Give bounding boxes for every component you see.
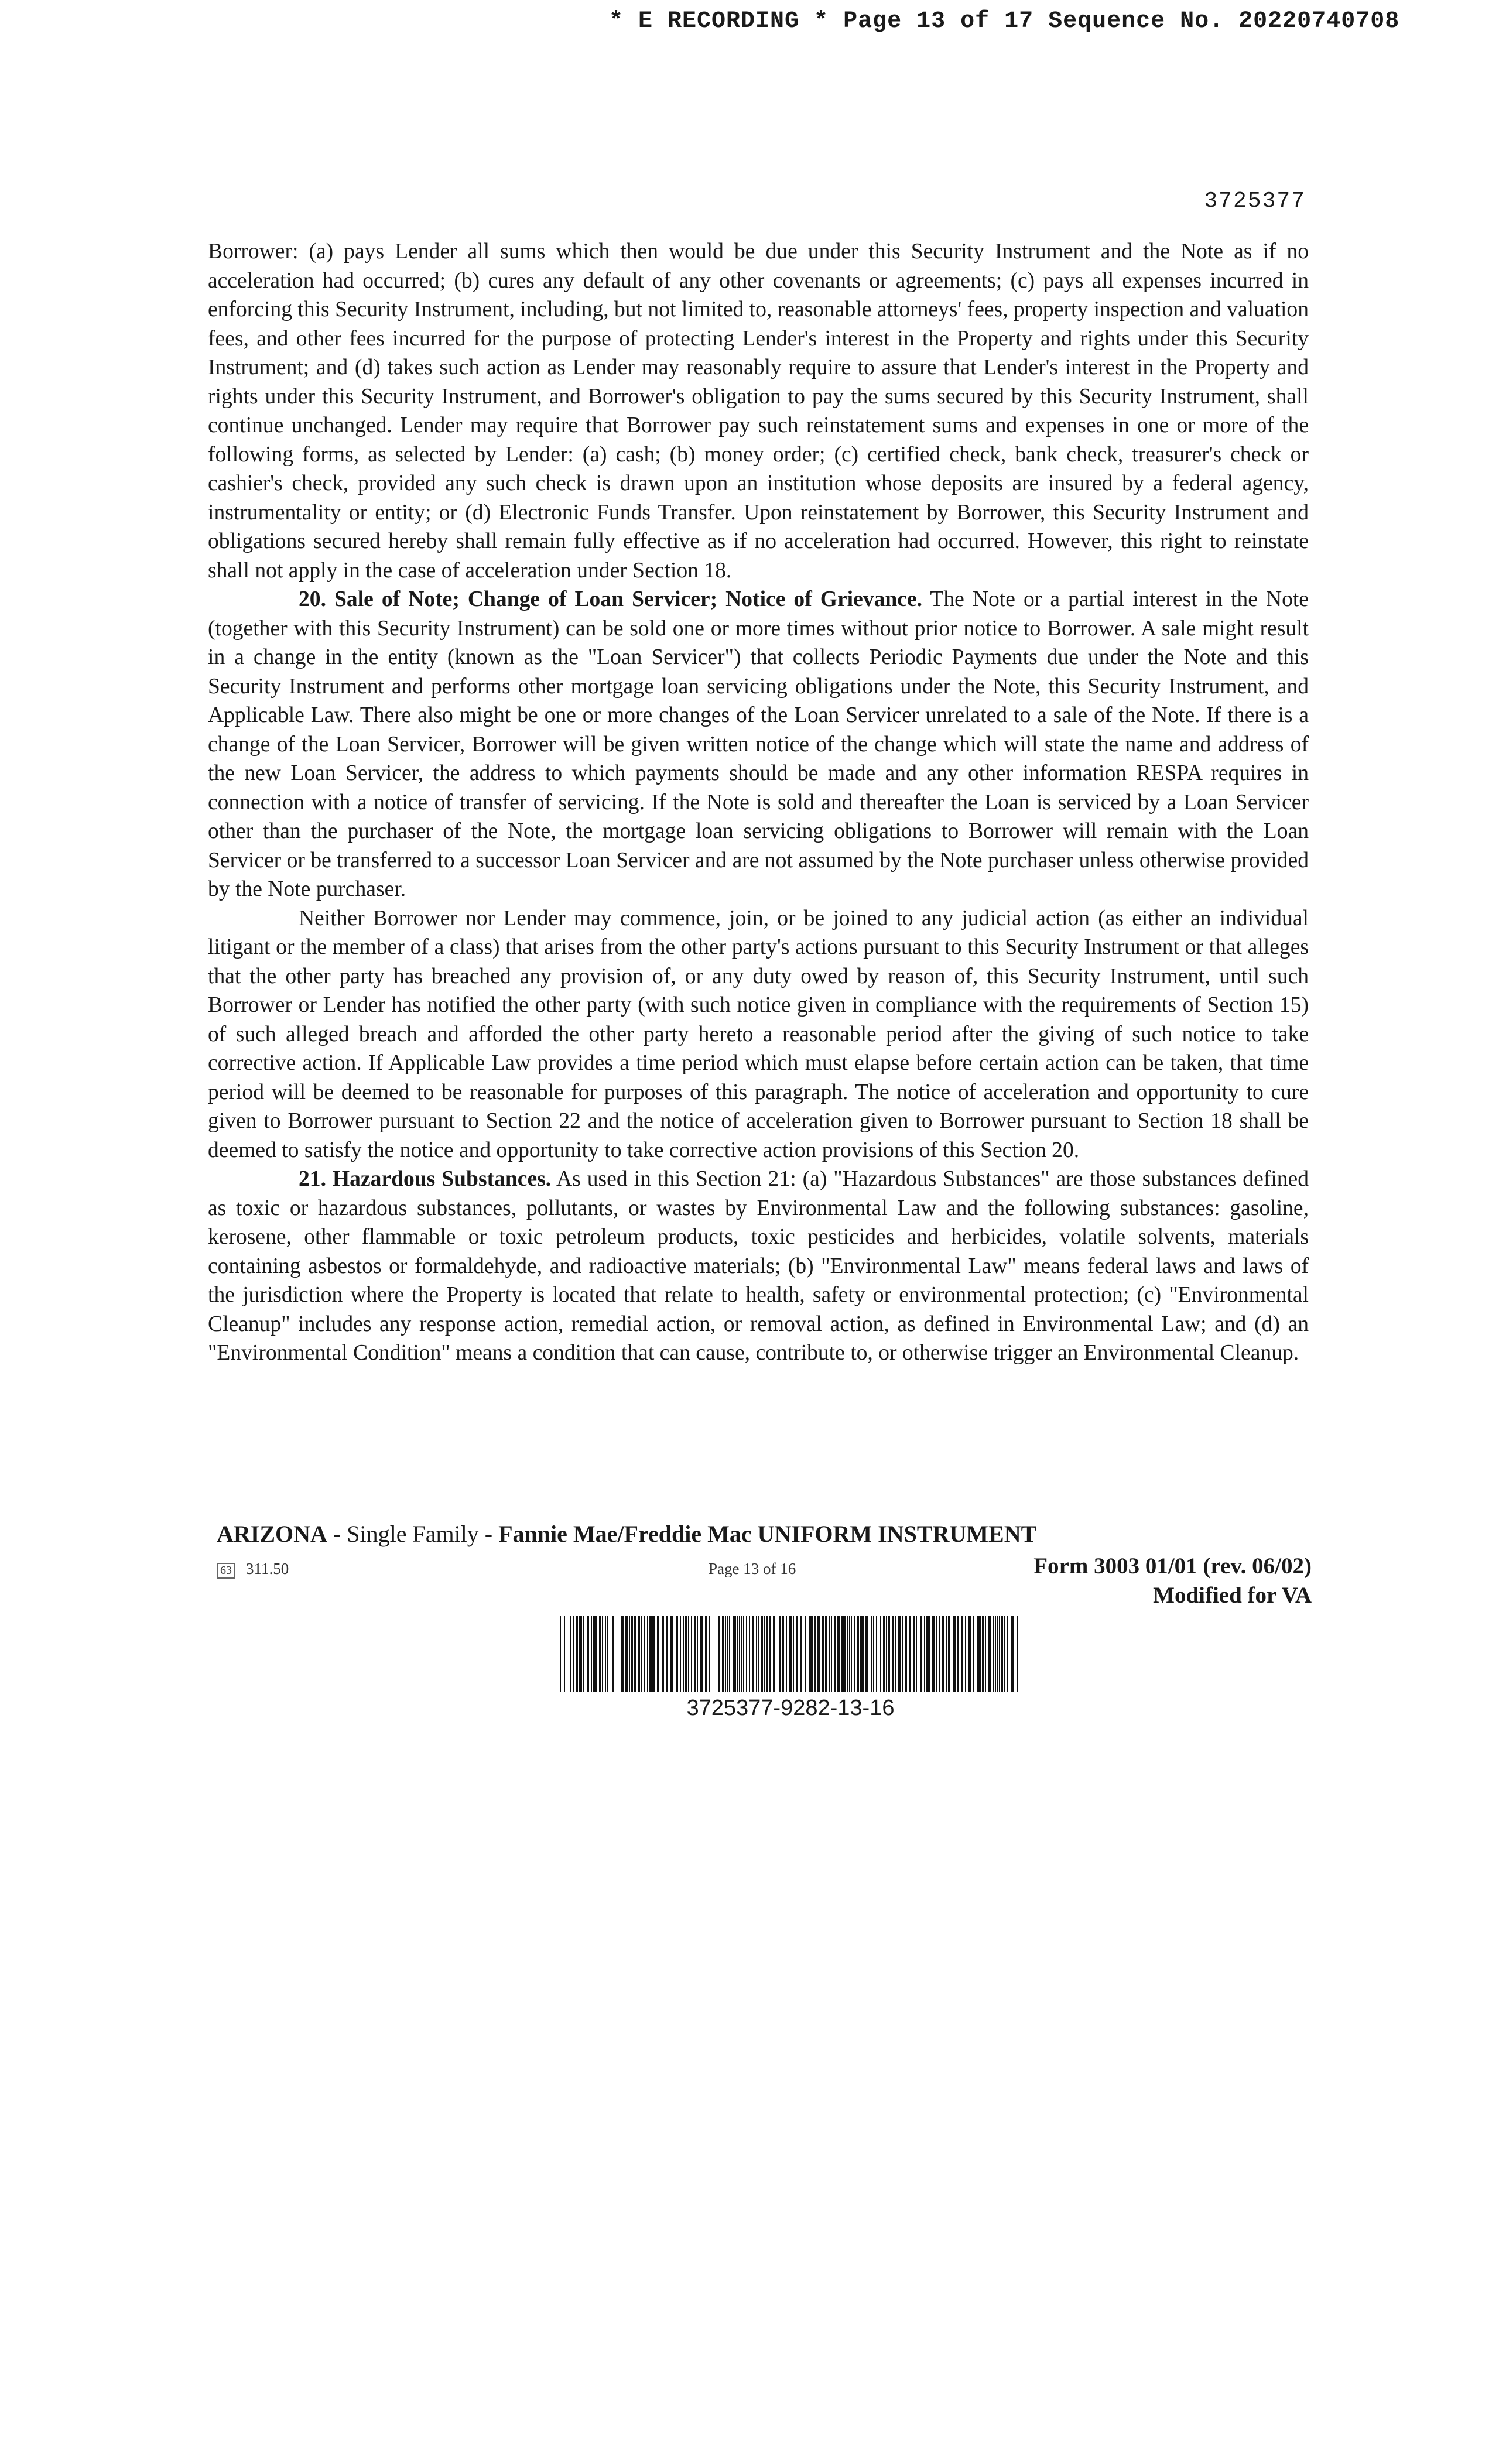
section-21-body: As used in this Section 21: (a) "Hazardous Substances" are those substances defined as toxic or hazardous substances, pollutants, or wastes by Environmental Law and the following substances: gasoline, kerosene, other flammable or toxic petroleum products, toxic pesticides and herbicides, volatile solvents, materials containing asbestos or formaldehyde, and radioactive materials; (b) "Environmental Law" means federal laws and laws of the jurisdiction where the Property is located that relate to health, safety or environmental protection; (c) "Environmental Cleanup" includes any response action, remedial action, or removal action, as defined in Environmental Law; and (d) an "Environmental Condition" means a condition that can cause, contribute to, or otherwise trigger an Environmental Cleanup. [208,1167,1309,1365]
recording-header: * E RECORDING * Page 13 of 17 Sequence No. 20220740708 [609,8,1400,35]
footer-family-type: - Single Family - [327,1521,499,1547]
section-20-body: The Note or a partial interest in the Note (together with this Security Instrument) can be sold one or more times without prior notice to Borrower. A sale might result in a change in the entity (known as the "Loan Servicer") that collects Periodic Payments due under the Note and this Security Instrument and performs other mortgage loan servicing obligations under the Note, this Security Instrument, and Applicable Law. There also might be one or more changes of the Loan Servicer unrelated to a sale of the Note. If there is a change of the Loan Servicer, Borrower will be given written notice of the change which will state the name and address of the new Loan Servicer, the address to which payments should be made and any other information RESPA requires in connection with a notice of transfer of servicing. If the Note is sold and thereafter the Loan is serviced by a Loan Servicer other than the purchaser of the Note, the mortgage loan servicing obligations to Borrower will remain with the Loan Servicer or be transferred to a successor Loan Servicer and are not assumed by the Note purchaser unless otherwise provided by the Note purchaser. [208,587,1309,901]
form-code-number: 311.50 [246,1560,289,1577]
form-code-box: 63 [217,1563,235,1579]
page-number: Page 13 of 16 [709,1560,796,1577]
barcode-image [556,1616,1025,1692]
section-21 [208,1165,1309,1368]
form-modified-note: Modified for VA [1153,1583,1312,1608]
document-number: 3725377 [1204,189,1306,214]
form-number: Form 3003 01/01 (rev. 06/02) [1033,1553,1312,1579]
paragraph-reinstatement: Borrower: (a) pays Lender all sums which then would be due under this Security Instrument and the Note as if no acceleration had occurred; (b) cures any default of any other covenants or agreements; (c) pays all expenses incurred in enforcing this Security Instrument, including, but not limited to, reasonable attorneys' fees, property inspection and valuation fees, and other fees incurred for the purpose of protecting Lender's interest in the Property and rights under this Security Instrument; and (d) takes such action as Lender may reasonably require to assure that Lender's interest in the Property and rights under this Security Instrument, and Borrower's obligation to pay the sums secured by this Security Instrument, shall continue unchanged. Lender may require that Borrower pay such reinstatement sums and expenses in one or more of the following forms, as selected by Lender: (a) cash; (b) money order; (c) certified check, bank check, treasurer's check or cashier's check, provided any such check is drawn upon an institution whose deposits are insured by a federal agency, instrumentality or entity; or (d) Electronic Funds Transfer. Upon reinstatement by Borrower, this Security Instrument and obligations secured hereby shall remain fully effective as if no acceleration had occurred. However, this right to reinstate shall not apply in the case of acceleration under Section 18. [208,239,1309,583]
section-20 [208,585,1309,904]
section-20-heading: 20. Sale of Note; Change of Loan Servicer; Notice of Grievance. [299,587,923,611]
footer-title [217,1520,1036,1548]
footer-form-code [217,1560,289,1579]
paragraph-notice-of-grievance: Neither Borrower nor Lender may commence, join, or be joined to any judicial action (as either an individual litigant or the member of a class) that arises from the other party's actions pursuant to this Security Instrument or that alleges that the other party has breached any provision of, or any duty owed by reason of, this Security Instrument, until such Borrower or Lender has notified the other party (with such notice given in compliance with the requirements of Section 15) of such alleged breach and afforded the other party hereto a reasonable period after the giving of such notice to take corrective action. If Applicable Law provides a time period which must elapse before certain action can be taken, that time period will be deemed to be reasonable for purposes of this paragraph. The notice of acceleration and opportunity to cure given to Borrower pursuant to Section 22 and the notice of acceleration given to Borrower pursuant to Section 18 shall be deemed to satisfy the notice and opportunity to take corrective action provisions of this Section 20. [208,906,1309,1162]
footer-state: ARIZONA [217,1521,327,1547]
section-21-heading: 21. Hazardous Substances. [299,1167,552,1191]
footer-instrument: Fannie Mae/Freddie Mac UNIFORM INSTRUMENT [498,1521,1037,1547]
form-number-block [1033,1552,1312,1610]
barcode-label: 3725377-9282-13-16 [686,1696,895,1720]
document-body [208,237,1309,1368]
